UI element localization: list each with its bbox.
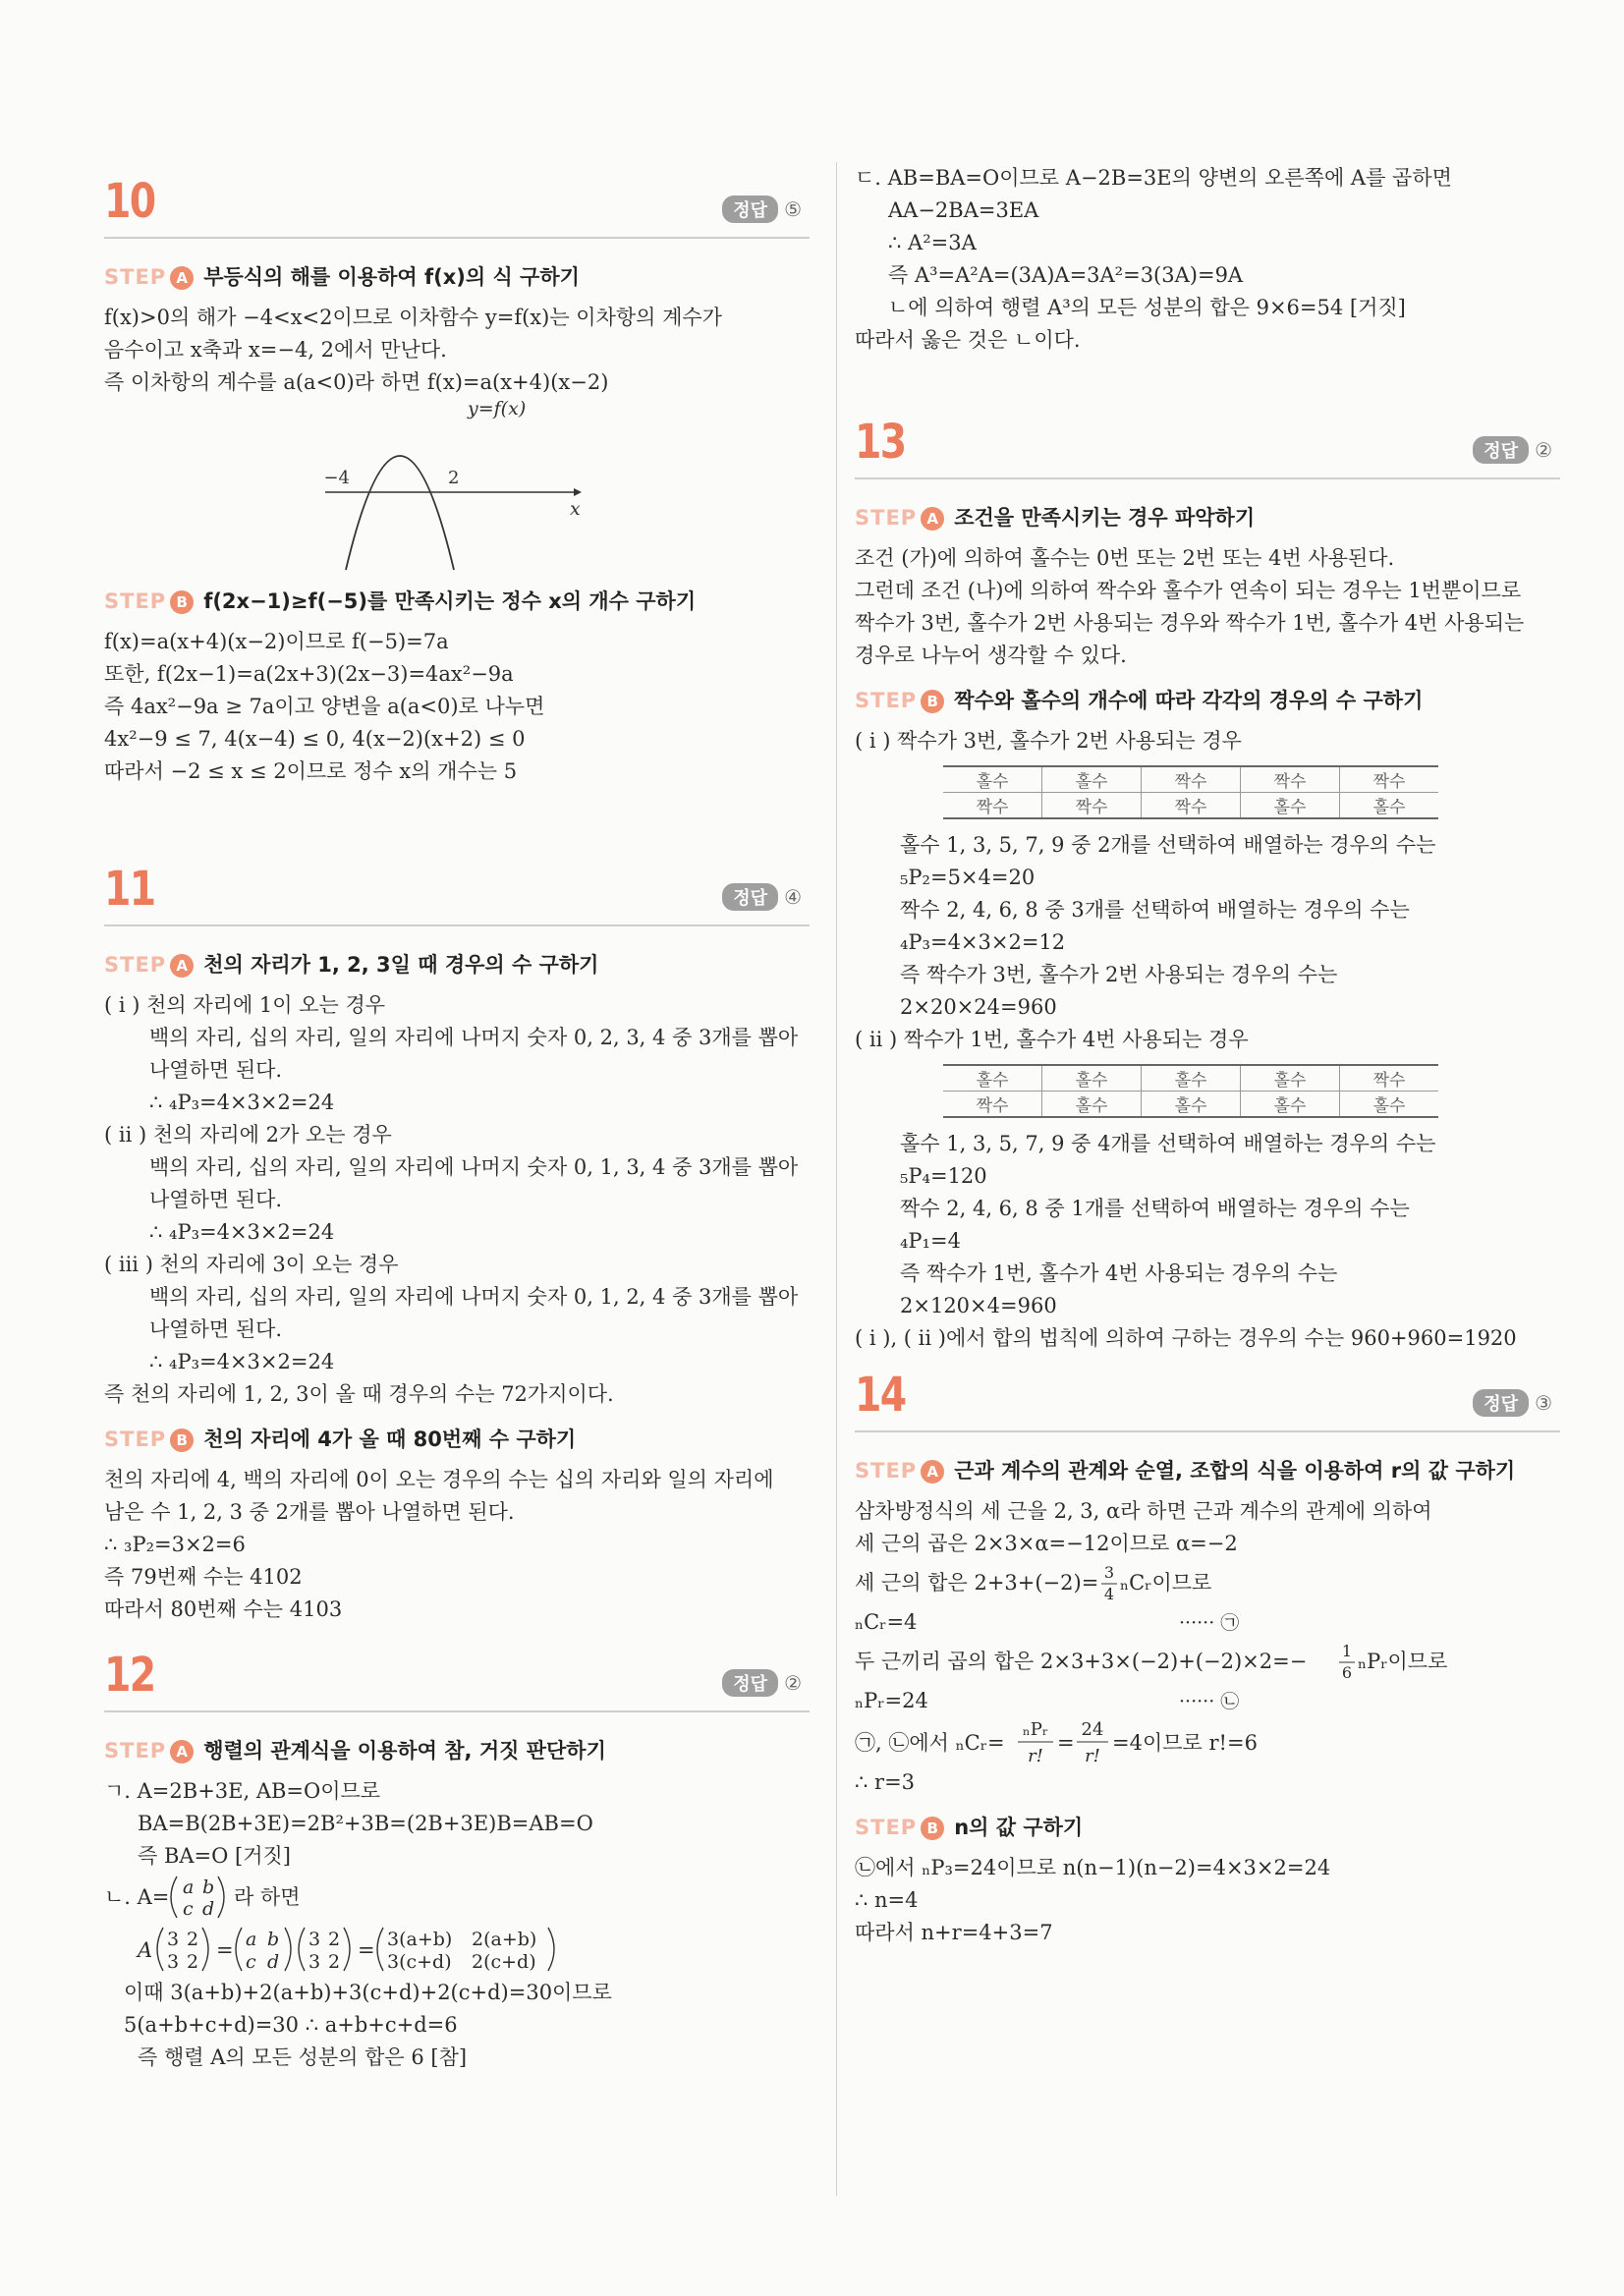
- step-label: STEP: [104, 589, 167, 613]
- fraction-denominator: r!: [1085, 1746, 1100, 1766]
- step-letter: A: [921, 507, 944, 531]
- matrix-entry: 3: [167, 1951, 180, 1973]
- text-line: 짝수 2, 4, 6, 8 중 1개를 선택하여 배열하는 경우의 수는: [900, 1197, 1410, 1220]
- text-line: 즉 BA=O [거짓]: [138, 1844, 292, 1868]
- left-column: [104, 162, 810, 2074]
- text-line: 홀수 1, 3, 5, 7, 9 중 2개를 선택하여 배열하는 경우의 수는: [900, 833, 1436, 857]
- table-cell: 홀수: [943, 1065, 1042, 1092]
- calc-line: ∴ ₄P₃=4×3×2=24: [149, 1220, 335, 1244]
- matrix-entry: 3: [308, 1929, 321, 1950]
- fraction-numerator: 24: [1081, 1719, 1104, 1740]
- calc-line: ₄P₁=4: [900, 1229, 961, 1253]
- matrix-entry: d: [202, 1898, 215, 1920]
- step-label: STEP: [104, 1739, 167, 1763]
- equation-text: 두 근끼리 곱의 합은 2×3+3×(−2)+(−2)×2=−: [855, 1650, 1308, 1673]
- text-line: ( i ), ( ii )에서 합의 법칙에 의하여 구하는 경우의 수는 960+960=1920: [855, 1326, 1517, 1350]
- step-label: STEP: [104, 1428, 167, 1451]
- text-line: 즉 79번째 수는 4102: [104, 1565, 303, 1589]
- text-line: ∴ n=4: [855, 1888, 919, 1912]
- text-line: 즉 짝수가 1번, 홀수가 4번 사용되는 경우의 수는: [900, 1261, 1338, 1285]
- matrix-name: A: [138, 1938, 153, 1962]
- text-line: 즉 행렬 A의 모든 성분의 합은 6 [참]: [138, 2045, 468, 2069]
- left-paren: [171, 1876, 177, 1918]
- step-title: 조건을 만족시키는 경우 파악하기: [954, 506, 1256, 530]
- text-line: 따라서 80번째 수는 4103: [104, 1597, 343, 1621]
- equation-text: ㉠, ㉡에서 ₙCᵣ=: [855, 1731, 1005, 1755]
- calc-line: ∴ ₄P₃=4×3×2=24: [149, 1091, 335, 1114]
- equation-1: [855, 1603, 1560, 1639]
- problem-header: [104, 1636, 810, 1712]
- text-line: 따라서 옳은 것은 ㄴ이다.: [855, 328, 1081, 352]
- matrix-entry: c: [246, 1951, 256, 1973]
- equation-text: ₙPᵣ=24: [855, 1689, 928, 1712]
- text-line: 경우로 나누어 생각할 수 있다.: [855, 644, 1127, 667]
- case-heading: ( ii ) 천의 자리에 2가 오는 경우: [104, 1123, 392, 1147]
- step-a-heading: [104, 1736, 810, 1765]
- step-letter: B: [170, 590, 194, 614]
- matrix-entry: 2(c+d): [472, 1951, 536, 1973]
- equation-text: 세 근의 합은 2+3+(−2)=: [855, 1571, 1099, 1595]
- text-line: 이때 3(a+b)+2(a+b)+3(c+d)+2(c+d)=30이므로: [124, 1981, 612, 2004]
- problem-number: 11: [104, 862, 155, 917]
- calc-line: ₅P₂=5×4=20: [900, 866, 1036, 889]
- case-heading: ( iii ) 천의 자리에 3이 오는 경우: [104, 1253, 399, 1276]
- matrix-entry: b: [202, 1876, 215, 1898]
- answer-value: ②: [784, 1671, 802, 1695]
- left-paren: [377, 1928, 383, 1971]
- problem-10: [104, 162, 810, 850]
- answer-value: ④: [784, 885, 802, 909]
- arrangement-table-2: [943, 1064, 1438, 1118]
- matrix-entry: a: [183, 1876, 195, 1898]
- matrix-entry: d: [267, 1951, 280, 1973]
- table-cell: 짝수: [1340, 766, 1439, 793]
- answer-label: 정답: [722, 1669, 778, 1697]
- left-root-label: −4: [323, 468, 350, 488]
- text-line: 4x²−9 ≤ 7, 4(x−4) ≤ 0, 4(x−2)(x+2) ≤ 0: [104, 727, 526, 751]
- x-axis-arrow: [574, 488, 582, 496]
- step-label: STEP: [855, 1459, 918, 1483]
- case-heading: ( i ) 짝수가 3번, 홀수가 2번 사용되는 경우: [855, 729, 1242, 753]
- text-line: ㄴ에 의하여 행렬 A³의 모든 성분의 합은 9×6=54 [거짓]: [888, 296, 1406, 319]
- text-line: 나열하면 된다.: [149, 1058, 283, 1082]
- step-a-heading: [855, 503, 1560, 532]
- matrix-entry: 3(a+b): [387, 1929, 453, 1950]
- table-cell: 짝수: [1142, 766, 1241, 793]
- equation-text: =4이므로 r!=6: [1112, 1731, 1258, 1755]
- answer-badge: [722, 883, 802, 911]
- problem-12: [104, 1636, 810, 2074]
- problem-11: [104, 850, 810, 1636]
- problem-header: [104, 850, 810, 926]
- step-letter: B: [921, 1817, 944, 1840]
- table-cell: 홀수: [1142, 1065, 1241, 1092]
- text-line: 조건 (가)에 의하여 홀수는 0번 또는 2번 또는 4번 사용된다.: [855, 546, 1395, 570]
- matrix-definition: [104, 1873, 810, 1922]
- calc-line: 2×120×4=960: [900, 1294, 1057, 1317]
- equals-sign: =: [358, 1938, 375, 1962]
- matrix-entry: 2: [187, 1929, 199, 1950]
- text-line: 삼차방정식의 세 근을 2, 3, α라 하면 근과 계수의 관계에 의하여: [855, 1499, 1432, 1523]
- step-letter: B: [921, 690, 944, 713]
- step-a-heading: [855, 1456, 1560, 1485]
- text-line: 즉 이차항의 계수를 a(a<0)라 하면 f(x)=a(x+4)(x−2): [104, 370, 609, 394]
- table-cell: 홀수: [1340, 1092, 1439, 1118]
- table-cell: 짝수: [1340, 1065, 1439, 1092]
- matrix-entry: 3: [167, 1929, 180, 1950]
- fraction-denominator: 4: [1103, 1585, 1115, 1603]
- right-paren: [218, 1876, 224, 1918]
- table-row: [943, 1092, 1438, 1118]
- text-line: 짝수 2, 4, 6, 8 중 3개를 선택하여 배열하는 경우의 수는: [900, 898, 1410, 922]
- text-line: 음수이고 x축과 x=−4, 2에서 만난다.: [104, 338, 447, 362]
- parabola-graph: [104, 401, 810, 573]
- answer-badge: [1473, 436, 1552, 464]
- answer-label: 정답: [722, 883, 778, 911]
- text-line: 즉 A³=A²A=(3A)A=3A²=3(3A)=9A: [888, 263, 1244, 287]
- problem-number: 12: [104, 1648, 155, 1703]
- step-label: STEP: [855, 506, 918, 530]
- equation-text: =: [1057, 1731, 1075, 1755]
- table-cell: 홀수: [1241, 793, 1340, 819]
- text-line: 나열하면 된다.: [149, 1317, 283, 1341]
- answer-badge: [722, 196, 802, 223]
- answer-label: 정답: [1473, 436, 1529, 464]
- answer-value: ②: [1535, 438, 1552, 462]
- calc-line: ₅P₄=120: [900, 1164, 987, 1188]
- root-product-equation: [855, 1639, 1560, 1682]
- text-line: 백의 자리, 십의 자리, 일의 자리에 나머지 숫자 0, 1, 3, 4 중 3개를 뽑아: [149, 1155, 799, 1179]
- matrix-intro: ㄴ. A=: [104, 1885, 170, 1909]
- fraction-numerator: 1: [1341, 1642, 1353, 1660]
- matrix-entry: b: [267, 1929, 280, 1950]
- problem-header: [104, 162, 810, 239]
- matrix-entry: 3(c+d): [387, 1951, 452, 1973]
- text-line: 즉 천의 자리에 1, 2, 3이 올 때 경우의 수는 72가지이다.: [104, 1382, 614, 1406]
- step-a-heading: [104, 262, 810, 292]
- problem-number: 10: [104, 174, 155, 229]
- right-paren: [285, 1928, 291, 1971]
- parabola-curve: [346, 456, 454, 570]
- equation-2: [855, 1682, 1560, 1717]
- text-line: f(x)=a(x+4)(x−2)이므로 f(−5)=7a: [104, 630, 449, 653]
- table-cell: 홀수: [1142, 1092, 1241, 1118]
- fraction-numerator: 3: [1103, 1563, 1115, 1582]
- text-line: ∴ ₃P₂=3×2=6: [104, 1533, 246, 1556]
- problem-14: [855, 1356, 1560, 1949]
- step-label: STEP: [855, 1816, 918, 1839]
- matrix-suffix: 라 하면: [234, 1885, 301, 1909]
- step-letter: A: [170, 1740, 194, 1764]
- step-b-heading: [855, 686, 1560, 715]
- matrix-entry: 3: [308, 1951, 321, 1973]
- step-label: STEP: [104, 953, 167, 977]
- matrix-entry: 2: [328, 1951, 341, 1973]
- calc-line: ₄P₃=4×3×2=12: [900, 930, 1066, 954]
- problem-13: [855, 403, 1560, 1356]
- step-title: 부등식의 해를 이용하여 f(x)의 식 구하기: [203, 265, 580, 289]
- table-cell: 짝수: [943, 1092, 1042, 1118]
- answer-badge: [1473, 1389, 1552, 1417]
- text-line: ∴ r=3: [855, 1770, 916, 1794]
- equation-marker: ······ ㉠: [1179, 1612, 1240, 1634]
- text-line: AA−2BA=3EA: [888, 198, 1039, 222]
- step-b-heading: [104, 1425, 810, 1454]
- fraction-denominator: r!: [1028, 1746, 1043, 1766]
- text-line: 홀수 1, 3, 5, 7, 9 중 4개를 선택하여 배열하는 경우의 수는: [900, 1132, 1436, 1155]
- text-line: ㄱ. A=2B+3E, AB=O이므로: [104, 1779, 381, 1803]
- matrix-entry: 2: [328, 1929, 341, 1950]
- text-line: ㉡에서 ₙP₃=24이므로 n(n−1)(n−2)=4×3×2=24: [855, 1856, 1331, 1879]
- answer-badge: [722, 1669, 802, 1697]
- text-line: 따라서 −2 ≤ x ≤ 2이므로 정수 x의 개수는 5: [104, 759, 518, 783]
- problem-header: [855, 1356, 1560, 1432]
- column-divider: [836, 162, 837, 2196]
- table-cell: 홀수: [1340, 793, 1439, 819]
- text-line: ㄷ. AB=BA=O이므로 A−2B=3E의 양변의 오른쪽에 A를 곱하면: [855, 166, 1452, 190]
- table-cell: 홀수: [1042, 766, 1142, 793]
- equation-text: ₙCᵣ=4: [855, 1610, 918, 1634]
- text-line: 남은 수 1, 2, 3 중 2개를 뽑아 나열하면 된다.: [104, 1500, 515, 1524]
- step-b-heading: [104, 587, 810, 616]
- calc-line: 2×20×24=960: [900, 995, 1057, 1019]
- axis-label: x: [570, 498, 581, 520]
- table-cell: 홀수: [1042, 1092, 1142, 1118]
- table-row: [943, 766, 1438, 793]
- step-letter: A: [170, 954, 194, 978]
- left-paren: [236, 1928, 242, 1971]
- equation-marker: ······ ㉡: [1179, 1691, 1240, 1712]
- problem-number: 14: [855, 1368, 906, 1423]
- table-cell: 짝수: [1042, 793, 1142, 819]
- matrix-entry: a: [246, 1929, 257, 1950]
- arrangement-table-1: [943, 765, 1438, 819]
- step-title: 천의 자리에 4가 올 때 80번째 수 구하기: [203, 1428, 577, 1451]
- text-line: 즉 4ax²−9a ≥ 7a이고 양변을 a(a<0)로 나누면: [104, 695, 545, 718]
- text-line: 짝수가 3번, 홀수가 2번 사용되는 경우와 짝수가 1번, 홀수가 4번 사용되는: [855, 611, 1525, 635]
- matrix-entry: 2: [187, 1951, 199, 1973]
- step-title: 근과 계수의 관계와 순열, 조합의 식을 이용하여 r의 값 구하기: [954, 1459, 1516, 1483]
- answer-value: ③: [1535, 1391, 1552, 1415]
- problem-number: 13: [855, 415, 906, 470]
- text-line: 백의 자리, 십의 자리, 일의 자리에 나머지 숫자 0, 1, 2, 4 중 3개를 뽑아: [149, 1285, 799, 1309]
- matrix-entry: 2(a+b): [472, 1929, 537, 1950]
- calc-line: ∴ ₄P₃=4×3×2=24: [149, 1350, 335, 1373]
- step-letter: B: [170, 1428, 194, 1452]
- combination-equation: [855, 1717, 1560, 1766]
- left-paren: [157, 1928, 163, 1971]
- step-title: 천의 자리가 1, 2, 3일 때 경우의 수 구하기: [203, 953, 599, 977]
- table-cell: 짝수: [1142, 793, 1241, 819]
- text-line: 5(a+b+c+d)=30 ∴ a+b+c+d=6: [124, 2013, 458, 2037]
- table-cell: 홀수: [1042, 1065, 1142, 1092]
- text-line: 즉 짝수가 3번, 홀수가 2번 사용되는 경우의 수는: [900, 963, 1338, 986]
- matrix-entry: c: [183, 1898, 194, 1920]
- answer-label: 정답: [1473, 1389, 1529, 1417]
- table-cell: 짝수: [943, 793, 1042, 819]
- table-cell: 짝수: [1241, 766, 1340, 793]
- text-line: 또한, f(2x−1)=a(2x+3)(2x−3)=4ax²−9a: [104, 662, 514, 686]
- answer-value: ⑤: [784, 197, 802, 221]
- problem-12-continued: [855, 162, 1560, 403]
- text-line: 따라서 n+r=4+3=7: [855, 1921, 1053, 1944]
- step-letter: A: [170, 266, 194, 290]
- text-line: ∴ A²=3A: [888, 231, 977, 254]
- step-title: 행렬의 관계식을 이용하여 참, 거짓 판단하기: [203, 1739, 606, 1763]
- step-title: 짝수와 홀수의 개수에 따라 각각의 경우의 수 구하기: [954, 689, 1424, 712]
- table-cell: 홀수: [943, 766, 1042, 793]
- text-line: 백의 자리, 십의 자리, 일의 자리에 나머지 숫자 0, 2, 3, 4 중 3개를 뽑아: [149, 1026, 799, 1049]
- right-paren: [548, 1928, 554, 1971]
- table-cell: 홀수: [1241, 1092, 1340, 1118]
- step-letter: A: [921, 1460, 944, 1484]
- fraction-numerator: ₙPᵣ: [1022, 1719, 1049, 1740]
- equation-text: ₙCᵣ이므로: [1120, 1571, 1212, 1595]
- right-paren: [202, 1928, 208, 1971]
- curve-label: y=f(x): [468, 401, 527, 420]
- step-label: STEP: [855, 689, 918, 712]
- table-row: [943, 1065, 1438, 1092]
- case-heading: ( i ) 천의 자리에 1이 오는 경우: [104, 993, 386, 1017]
- text-line: f(x)>0의 해가 −4<x<2이므로 이차함수 y=f(x)는 이차항의 계수가: [104, 306, 722, 329]
- step-label: STEP: [104, 265, 167, 289]
- fraction-denominator: 6: [1341, 1663, 1353, 1682]
- case-heading: ( ii ) 짝수가 1번, 홀수가 4번 사용되는 경우: [855, 1028, 1249, 1051]
- step-b-heading: [855, 1813, 1560, 1842]
- equals-sign: =: [216, 1938, 234, 1962]
- answer-label: 정답: [722, 196, 778, 223]
- step-title: f(2x−1)≥f(−5)를 만족시키는 정수 x의 개수 구하기: [203, 589, 697, 613]
- step-title: n의 값 구하기: [954, 1816, 1084, 1839]
- right-paren: [344, 1928, 350, 1971]
- equation-text: ₙPᵣ이므로: [1358, 1650, 1448, 1673]
- text-line: 나열하면 된다.: [149, 1188, 283, 1211]
- text-line: 천의 자리에 4, 백의 자리에 0이 오는 경우의 수는 십의 자리와 일의 자리에: [104, 1468, 774, 1491]
- text-line: 세 근의 곱은 2×3×α=−12이므로 α=−2: [855, 1532, 1238, 1555]
- problem-header: [855, 403, 1560, 479]
- table-cell: 홀수: [1241, 1065, 1340, 1092]
- right-root-label: 2: [448, 468, 460, 488]
- root-sum-equation: [855, 1560, 1560, 1603]
- text-line: 그런데 조건 (나)에 의하여 짝수와 홀수가 연속이 되는 경우는 1번뿐이므로: [855, 579, 1522, 602]
- matrix-product: [104, 1922, 810, 1977]
- right-column: [855, 162, 1560, 1949]
- left-paren: [299, 1928, 305, 1971]
- text-line: BA=B(2B+3E)=2B²+3B=(2B+3E)B=AB=O: [138, 1812, 593, 1835]
- table-row: [943, 793, 1438, 819]
- step-a-heading: [104, 950, 810, 980]
